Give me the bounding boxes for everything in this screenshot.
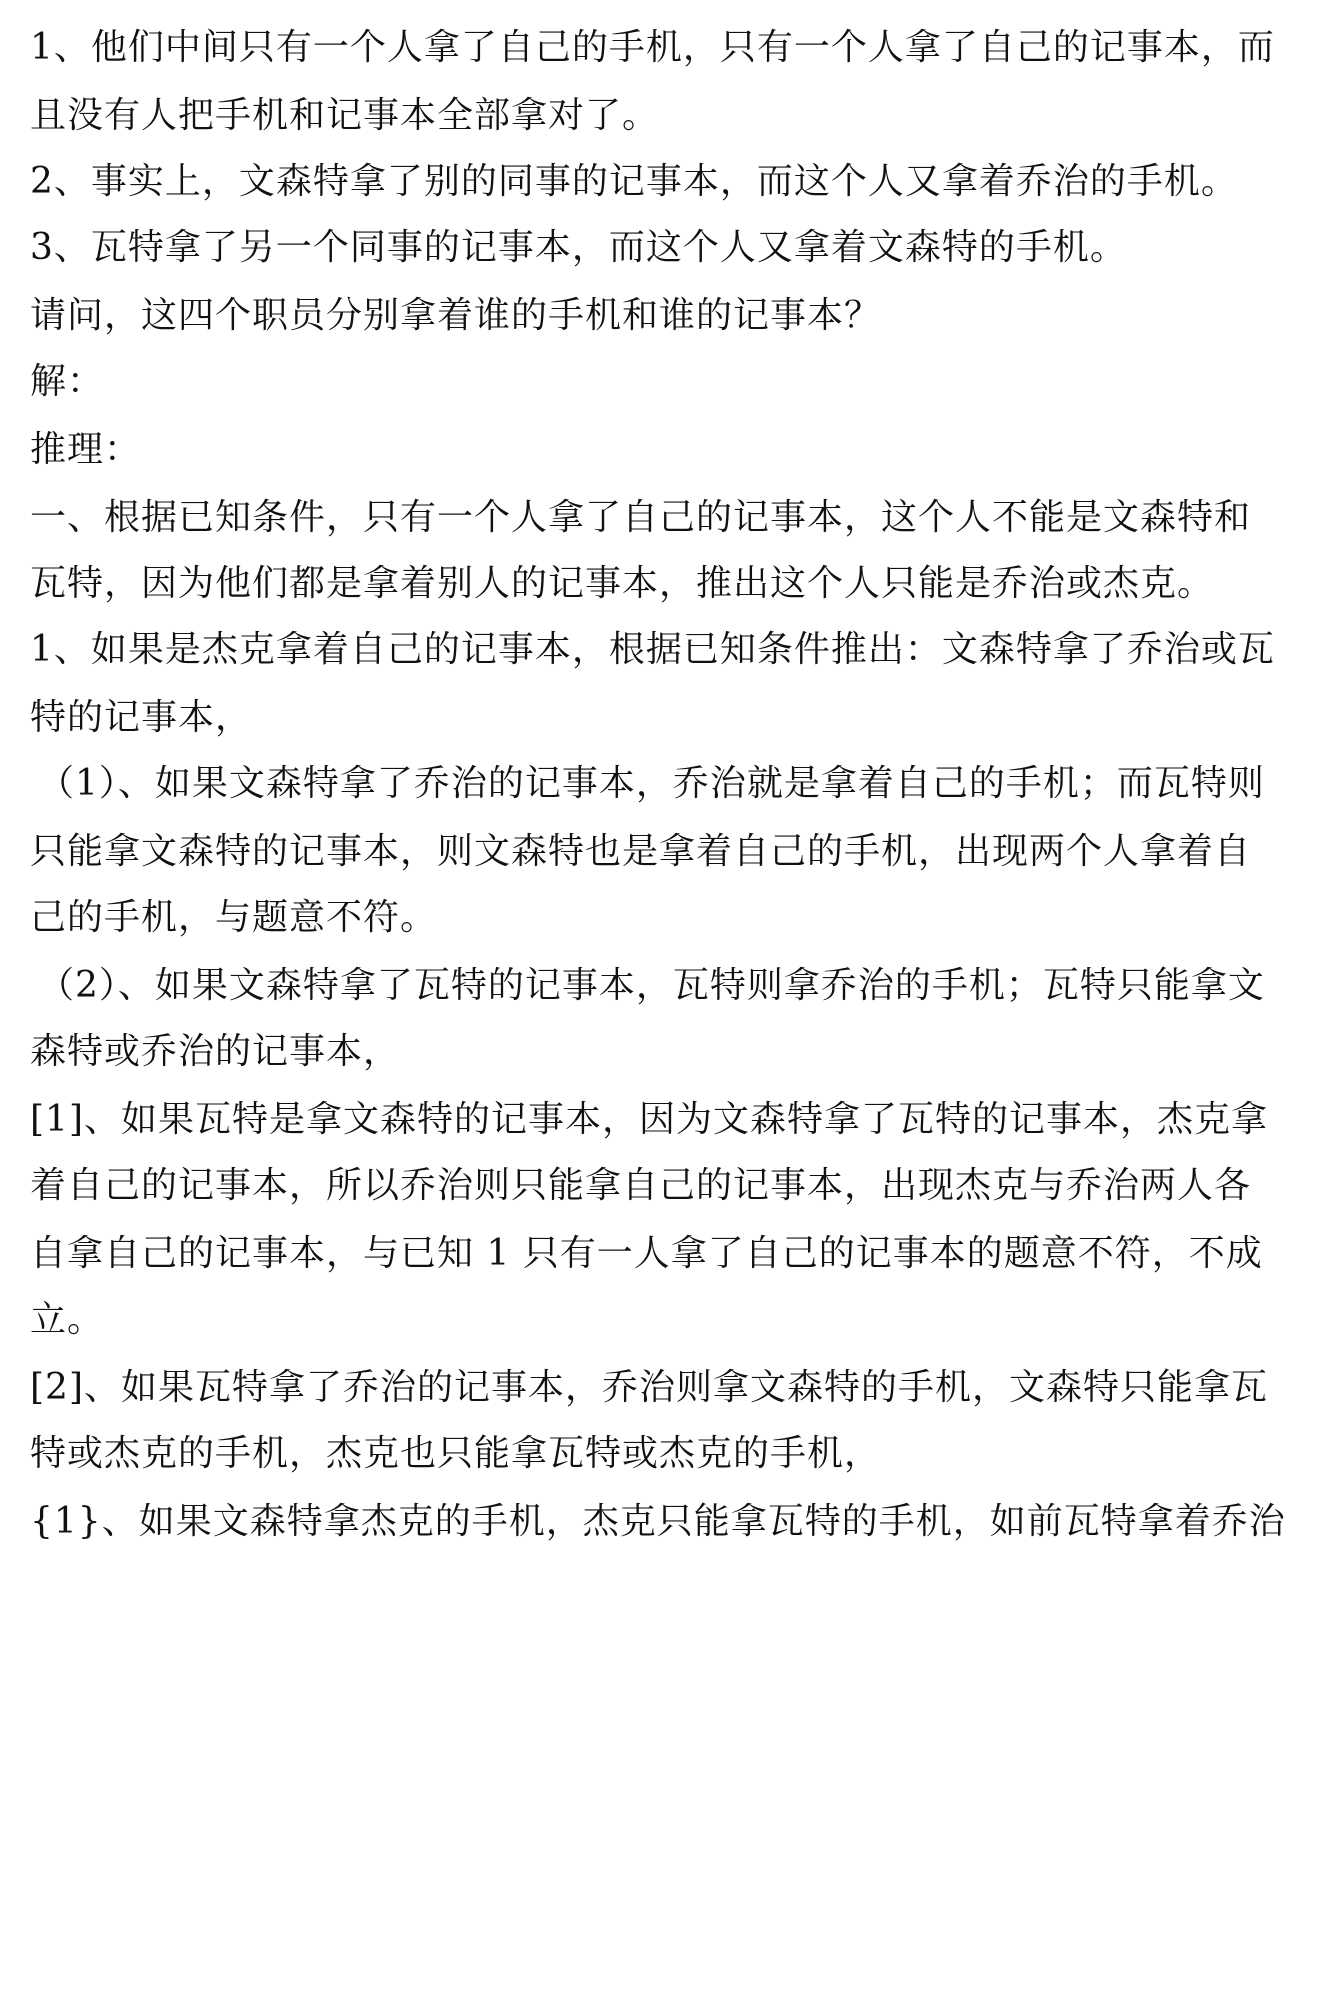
text-line: 特或杰克的手机，杰克也只能拿瓦特或杰克的手机， bbox=[30, 1433, 882, 1474]
text-line: 森特或乔治的记事本， bbox=[30, 1031, 401, 1072]
text-line: 着自己的记事本，所以乔治则只能拿自己的记事本，出现杰克与乔治两人各 bbox=[30, 1165, 1252, 1206]
text-line: 瓦特，因为他们都是拿着别人的记事本，推出这个人只能是乔治或杰克。 bbox=[30, 563, 1215, 604]
text-line: （1）、如果文森特拿了乔治的记事本，乔治就是拿着自己的手机；而瓦特则 bbox=[38, 763, 1265, 804]
text-line: 1、如果是杰克拿着自己的记事本，根据已知条件推出：文森特拿了乔治或瓦 bbox=[30, 629, 1275, 670]
text-line: 3、瓦特拿了另一个同事的记事本，而这个人又拿着文森特的手机。 bbox=[30, 227, 1127, 268]
text-line: 己的手机，与题意不符。 bbox=[30, 897, 438, 938]
text-line: 请问，这四个职员分别拿着谁的手机和谁的记事本？ bbox=[30, 295, 882, 336]
text-line: 1、他们中间只有一个人拿了自己的手机，只有一个人拿了自己的记事本，而 bbox=[30, 27, 1275, 68]
text-line: 解： bbox=[30, 361, 105, 402]
text-line: 立。 bbox=[30, 1299, 105, 1340]
text-line: [1]、如果瓦特是拿文森特的记事本，因为文森特拿了瓦特的记事本，杰克拿 bbox=[30, 1099, 1268, 1140]
text-line: （2）、如果文森特拿了瓦特的记事本，瓦特则拿乔治的手机；瓦特只能拿文 bbox=[38, 965, 1265, 1006]
text-line: [2]、如果瓦特拿了乔治的记事本，乔治则拿文森特的手机，文森特只能拿瓦 bbox=[30, 1367, 1268, 1408]
text-line: 只能拿文森特的记事本，则文森特也是拿着自己的手机，出现两个人拿着自 bbox=[30, 831, 1252, 872]
text-line: 推理： bbox=[30, 429, 142, 470]
text-line: 特的记事本， bbox=[30, 697, 253, 738]
text-line: 一、根据已知条件，只有一个人拿了自己的记事本，这个人不能是文森特和 bbox=[30, 497, 1252, 538]
text-line: 自拿自己的记事本，与已知 1 只有一人拿了自己的记事本的题意不符，不成 bbox=[30, 1233, 1263, 1274]
text-line: 且没有人把手机和记事本全部拿对了。 bbox=[30, 95, 660, 136]
text-line: {1}、如果文森特拿杰克的手机，杰克只能拿瓦特的手机，如前瓦特拿着乔治 bbox=[30, 1501, 1286, 1542]
text-line: 2、事实上，文森特拿了别的同事的记事本，而这个人又拿着乔治的手机。 bbox=[30, 161, 1238, 202]
